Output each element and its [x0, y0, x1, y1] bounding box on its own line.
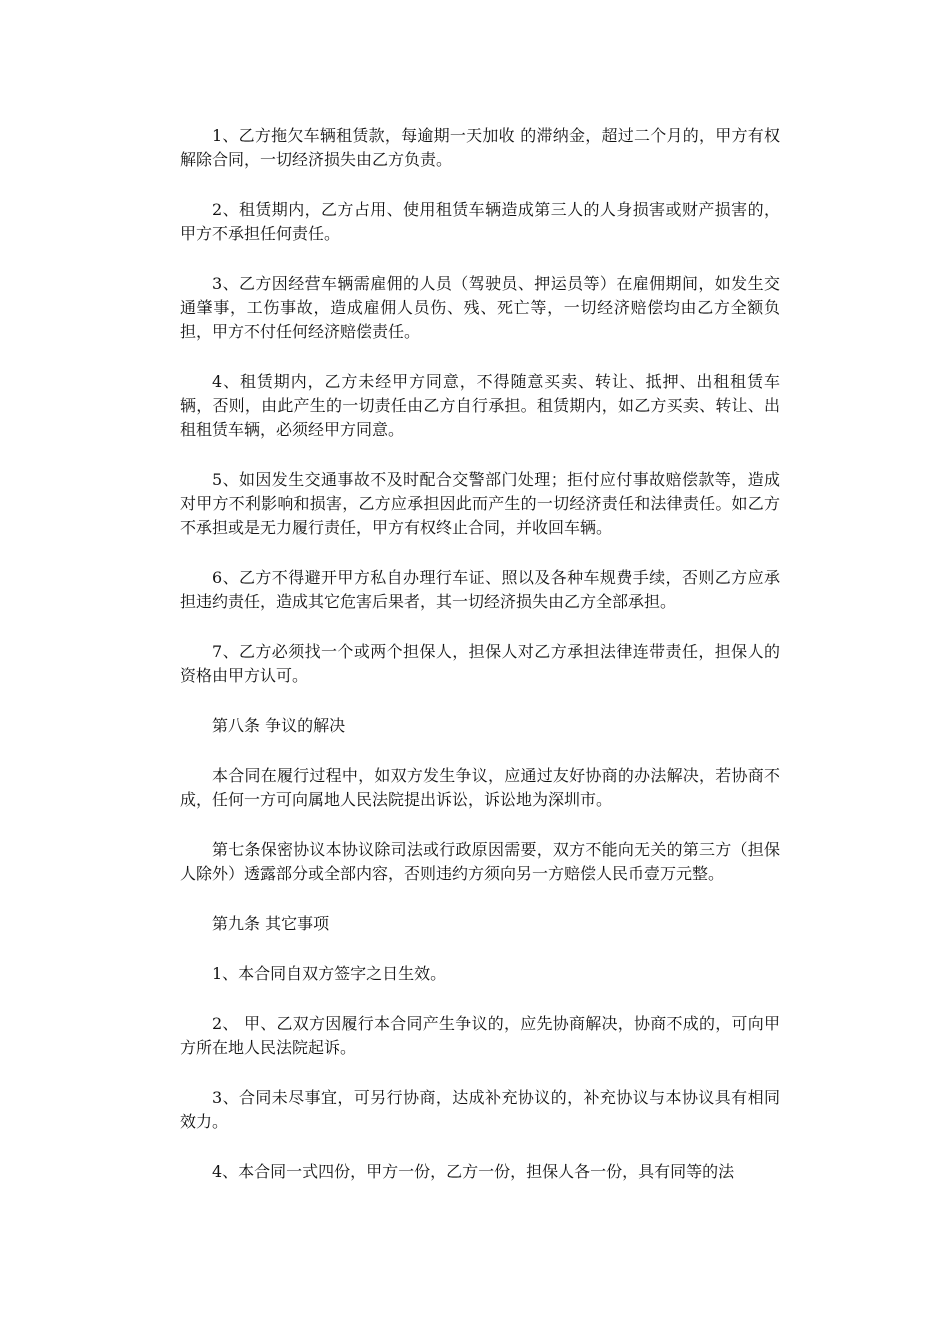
clause-employee-accident: 3、乙方因经营车辆需雇佣的人员（驾驶员、押运员等）在雇佣期间，如发生交通肇事，工伤事故，造成雇佣人员伤、残、死亡等，一切经济赔偿均由乙方全额负担，甲方不付任何经济赔偿责任。	[180, 274, 780, 341]
clause-effective-date: 1、本合同自双方签字之日生效。	[212, 964, 447, 983]
clause-vehicle-transfer: 4、租赁期内，乙方未经甲方同意，不得随意买卖、转让、抵押、出租租赁车辆，否则，由此产生的一切责任由乙方自行承担。租赁期内，如乙方买卖、转让、出租租赁车辆，必须经甲方同意。	[180, 372, 780, 439]
section-heading-other-matters: 第九条 其它事项	[212, 914, 330, 933]
clause-supplementary-agreement: 3、合同未尽事宜，可另行协商，达成补充协议的，补充协议与本协议具有相同效力。	[180, 1088, 780, 1131]
document-body	[180, 124, 780, 1210]
clause-traffic-accident: 5、如因发生交通事故不及时配合交警部门处理；拒付应付事故赔偿款等，造成对甲方不利影响和损害，乙方应承担因此而产生的一切经济责任和法律责任。如乙方不承担或是无力履行责任，甲方有权终止合同，并收回车辆。	[180, 470, 780, 537]
clause-dispute-resolution: 本合同在履行过程中，如双方发生争议，应通过友好协商的办法解决，若协商不成，任何一方可向属地人民法院提出诉讼，诉讼地为深圳市。	[180, 766, 780, 809]
clause-license-fees: 6、乙方不得避开甲方私自办理行车证、照以及各种车规费手续，否则乙方应承担违约责任，造成其它危害后果者，其一切经济损失由乙方全部承担。	[180, 568, 780, 611]
clause-guarantor: 7、乙方必须找一个或两个担保人，担保人对乙方承担法律连带责任，担保人的资格由甲方认可。	[180, 642, 780, 685]
clause-third-party-damage: 2、租赁期内，乙方占用、使用租赁车辆造成第三人的人身损害或财产损害的，甲方不承担任何责任。	[180, 200, 780, 243]
clause-confidentiality: 第七条保密协议本协议除司法或行政原因需要，双方不能向无关的第三方（担保人除外）透露部分或全部内容，否则违约方须向另一方赔偿人民币壹万元整。	[180, 840, 780, 883]
clause-late-payment: 1、乙方拖欠车辆租赁款，每逾期一天加收 的滞纳金，超过二个月的，甲方有权解除合同，一切经济损失由乙方负责。	[180, 126, 780, 169]
clause-copies: 4、本合同一式四份，甲方一份，乙方一份，担保人各一份，具有同等的法	[212, 1162, 735, 1181]
section-heading-dispute: 第八条 争议的解决	[212, 716, 346, 735]
clause-litigation: 2、 甲、乙双方因履行本合同产生争议的，应先协商解决，协商不成的，可向甲方所在地人民法院起诉。	[180, 1014, 780, 1057]
